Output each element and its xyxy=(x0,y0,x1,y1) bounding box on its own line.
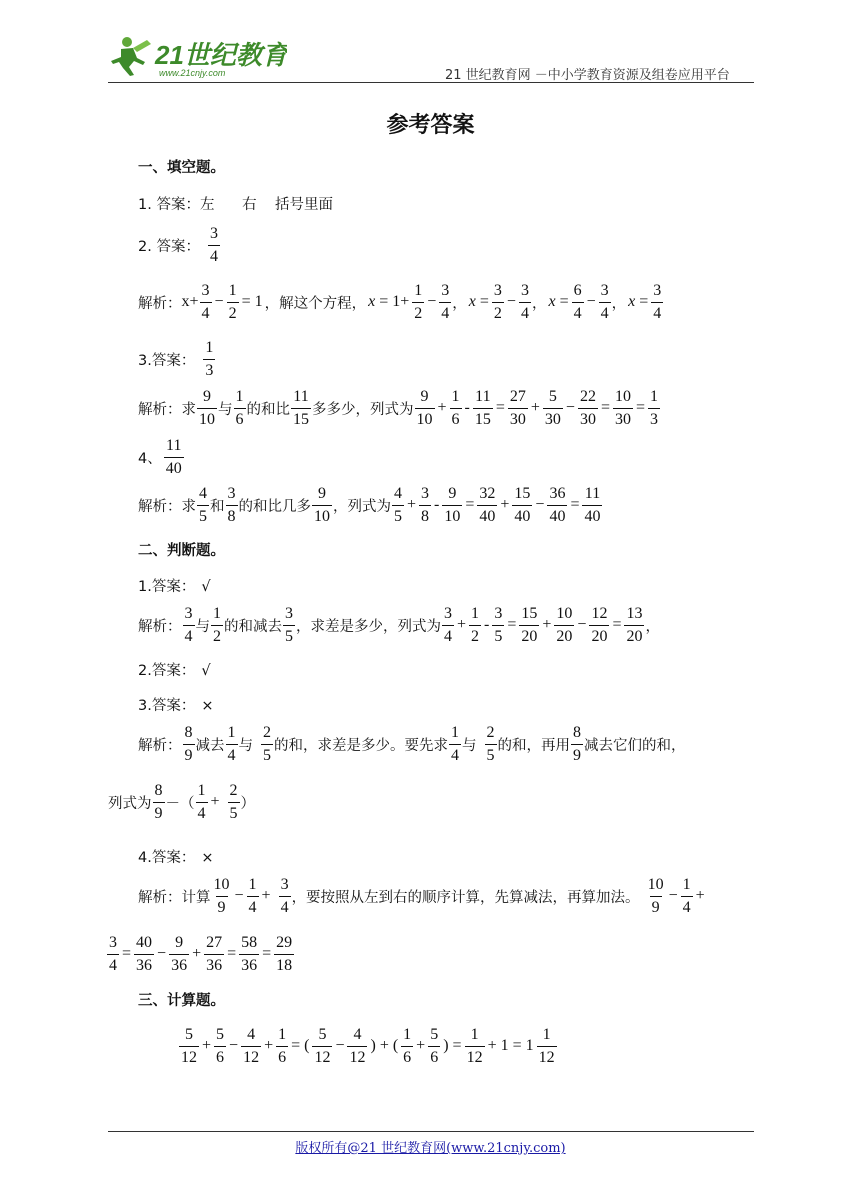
explain-text: ，要按照从左到右的顺序计算，先算减法，再算加法。 xyxy=(291,889,640,906)
section-heading-judge: 二、判断题。 xyxy=(138,543,225,559)
judge-q4-label: 4.答案： xyxy=(138,850,196,866)
explain-text: 解析：求 xyxy=(138,401,196,418)
fill-q3-label: 3.答案： xyxy=(138,352,196,369)
explain-text: 解析：计算 xyxy=(138,889,211,906)
fill-q3-answer: 3.答案： $\frac{1}{3}$ xyxy=(138,338,214,379)
svg-text:21世纪教育: 21世纪教育 xyxy=(155,40,287,70)
judge-q1-label: 1.答案： xyxy=(138,579,196,595)
fraction: $\frac{3}{4}$ xyxy=(209,224,218,265)
explain-text: ，解这个方程， xyxy=(264,295,367,312)
judge-q1-explanation: 解析： $\frac{3}{4}$ 与 $\frac{1}{2}$ 的和减去 $\frac{3}{5}$ ，求差是多少，列式为 $\frac{3}{4}$ + $\frac{1}{2}$ - $\frac{3}{5}$ = $\frac{15}{20}$ + $\frac{10}{20}$ − $\frac{12}{20}$ = $\frac{13}{20}$ ， xyxy=(138,604,660,645)
page-title: 参考答案 xyxy=(386,113,475,138)
judge-q4-formula: $\frac{3}{4}$ = $\frac{40}{36}$ − $\frac{9}{36}$ + $\frac{27}{36}$ = $\frac{58}{36}$ = $\frac{29}{18}$ xyxy=(109,933,293,974)
header-site-text: 21 世纪教育网 －中小学教育资源及组卷应用平台 xyxy=(445,68,730,83)
svg-text:www.21cnjy.com: www.21cnjy.com xyxy=(159,68,226,78)
judge-q2-answer xyxy=(138,659,211,680)
section-heading-calc: 三、计算题。 xyxy=(138,993,225,1009)
explain-text: 减去 xyxy=(195,737,225,754)
explain-text: 的和，再用 xyxy=(497,737,570,754)
fill-q4-label: 4、 xyxy=(138,450,162,467)
header-divider xyxy=(108,82,754,83)
judge-q3-answer xyxy=(138,694,214,715)
fill-q4-answer: 4、 $\frac{11}{40}$ xyxy=(138,436,182,477)
explain-text: 列式为 xyxy=(108,795,152,812)
explain-text: 与 xyxy=(462,737,477,754)
explain-text: 与 xyxy=(195,618,210,635)
judge-q3-explanation: 解析： $\frac{8}{9}$ 减去 $\frac{1}{4}$ 与 $\frac{2}{5}$ 的和，求差是多少。要先求 $\frac{1}{4}$ 与 $\frac{2}{5}$ 的和，再用 $\frac{8}{9}$ 减去它们的和， xyxy=(138,723,686,764)
explain-text: －（ xyxy=(165,795,195,812)
cross-icon: × xyxy=(201,850,214,866)
explain-text: 减去它们的和， xyxy=(584,737,686,754)
calc-q1-formula: $\frac{5}{12}$ + $\frac{5}{6}$ − $\frac{4}{12}$ + $\frac{1}{6}$ = ( $\frac{5}{12}$ − $\frac{4}{12}$ ) + ( $\frac{1}{6}$ + $\frac{5}{6}$ ) = $\frac{1}{12}$ + 1 = 1 $\frac{1}{12}$ xyxy=(181,1025,555,1066)
footer-divider xyxy=(108,1131,754,1132)
explain-text: 的和比 xyxy=(246,401,290,418)
check-icon: √ xyxy=(201,663,211,679)
explain-text: 解析： xyxy=(138,618,182,635)
judge-q4-answer xyxy=(138,846,214,867)
explain-text: 的和比几多 xyxy=(238,498,311,515)
fill-q2-label: 2. 答案： xyxy=(138,238,200,255)
explain-text: 解析：求 xyxy=(138,498,196,515)
explain-text: 的和，求差是多少。要先求 xyxy=(274,737,448,754)
explain-text: 解析： xyxy=(138,737,182,754)
explain-text: ，列式为 xyxy=(333,498,391,515)
explain-text: 与 xyxy=(238,737,253,754)
explain-label: 解析： xyxy=(138,295,182,312)
judge-q3-label: 3.答案： xyxy=(138,698,196,714)
fill-q2-answer xyxy=(138,220,221,270)
section-heading-fill: 一、填空题。 xyxy=(138,160,225,176)
cross-icon: × xyxy=(201,698,214,714)
footer-copyright-link[interactable]: 版权所有@21 世纪教育网(www.21cnjy.com) xyxy=(295,1141,566,1156)
fill-q2-explanation: 解析： x+ $\frac{3}{4}$ − $\frac{1}{2}$ = 1 ，解这个方程， x = 1+ $\frac{1}{2}$ − $\frac{3}{4}$ ， x = $\frac{3}{2}$ − $\frac{3}{4}$ ， x = $\frac{6}{4}$ − $\frac{3}{4}$ ， x = $\frac{3}{4}$ xyxy=(138,281,662,322)
explain-text: ，求差是多少，列式为 xyxy=(296,618,441,635)
explain-text: 与 xyxy=(218,401,233,418)
site-logo xyxy=(107,32,287,78)
explain-text: 和 xyxy=(210,498,225,515)
judge-q4-explanation: 解析：计算 $\frac{10}{9}$ − $\frac{1}{4}$ + $\frac{3}{4}$ ，要按照从左到右的顺序计算，先算减法，再算加法。 $\frac{10}{9}$ − $\frac{1}{4}$ + xyxy=(138,875,705,916)
explain-text: 多多少，列式为 xyxy=(312,401,414,418)
fill-q3-explanation: 解析：求 $\frac{9}{10}$ 与 $\frac{1}{6}$ 的和比 $\frac{11}{15}$ 多多少，列式为 $\frac{9}{10}$ + $\frac{1}{6}$ - $\frac{11}{15}$ = $\frac{27}{30}$ + $\frac{5}{30}$ − $\frac{22}{30}$ = $\frac{10}{30}$ = $\frac{1}{3}$ xyxy=(138,387,659,428)
judge-q2-label: 2.答案： xyxy=(138,663,196,679)
check-icon: √ xyxy=(201,579,211,595)
judge-q3-formula: 列式为 $\frac{8}{9}$ －（ $\frac{1}{4}$ + $\frac{2}{5}$ ） xyxy=(108,781,256,822)
explain-text: ） xyxy=(240,795,256,812)
explain-text: 的和减去 xyxy=(224,618,282,635)
fill-q1-answer: 1. 答案：左 右 括号里面 xyxy=(138,197,334,213)
judge-q1-answer xyxy=(138,575,211,596)
fill-q4-explanation: 解析：求 $\frac{4}{5}$ 和 $\frac{3}{8}$ 的和比几多 $\frac{9}{10}$ ，列式为 $\frac{4}{5}$ + $\frac{3}{8}$ - $\frac{9}{10}$ = $\frac{32}{40}$ + $\frac{15}{40}$ − $\frac{36}{40}$ = $\frac{11}{40}$ xyxy=(138,484,601,525)
runner-icon xyxy=(107,32,287,78)
